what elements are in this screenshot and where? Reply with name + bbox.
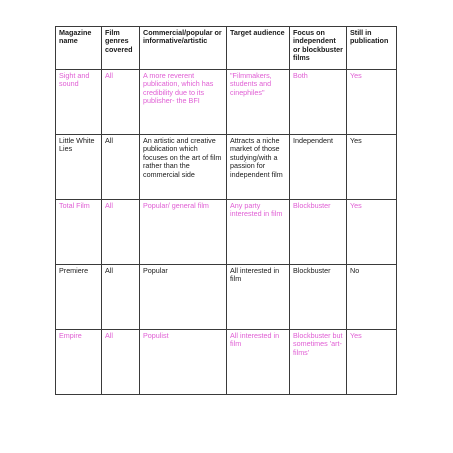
cell-focus: Both — [290, 70, 347, 135]
cell-commercial-artistic: Popular — [140, 265, 227, 330]
cell-target-audience: "Filmmakers, students and cinephiles" — [227, 70, 290, 135]
cell-still-in-publication: Yes — [347, 200, 397, 265]
cell-commercial-artistic: A more reverent publication, which has credibility due to its publisher- the BFI — [140, 70, 227, 135]
cell-magazine-name: Empire — [56, 330, 102, 395]
cell-film-genres: All — [102, 265, 140, 330]
cell-focus: Independent — [290, 135, 347, 200]
cell-film-genres: All — [102, 135, 140, 200]
cell-still-in-publication: No — [347, 265, 397, 330]
cell-still-in-publication: Yes — [347, 135, 397, 200]
cell-magazine-name: Sight and sound — [56, 70, 102, 135]
cell-target-audience: All interested in film — [227, 265, 290, 330]
header-focus: Focus on independent or blockbuster films — [290, 27, 347, 70]
cell-magazine-name: Premiere — [56, 265, 102, 330]
magazine-comparison-table — [55, 26, 397, 395]
cell-target-audience: All interested in film — [227, 330, 290, 395]
cell-still-in-publication: Yes — [347, 70, 397, 135]
header-still-in-publication: Still in publication — [347, 27, 397, 70]
header-film-genres: Film genres covered — [102, 27, 140, 70]
header-commercial-artistic: Commercial/popular or informative/artistic — [140, 27, 227, 70]
cell-commercial-artistic: Populist — [140, 330, 227, 395]
table-row — [56, 330, 397, 395]
cell-focus: Blockbuster — [290, 265, 347, 330]
header-magazine-name: Magazine name — [56, 27, 102, 70]
table-row — [56, 265, 397, 330]
cell-magazine-name: Total Film — [56, 200, 102, 265]
cell-focus: Blockbuster but sometimes 'art-films' — [290, 330, 347, 395]
cell-commercial-artistic: An artistic and creative publication which focuses on the art of film rather than the commercial side — [140, 135, 227, 200]
cell-target-audience: Any party interested in film — [227, 200, 290, 265]
cell-target-audience: Attracts a niche market of those studying/with a passion for independent film — [227, 135, 290, 200]
table-row — [56, 70, 397, 135]
cell-commercial-artistic: Popular/ general film — [140, 200, 227, 265]
cell-film-genres: All — [102, 330, 140, 395]
cell-still-in-publication: Yes — [347, 330, 397, 395]
table-row — [56, 200, 397, 265]
cell-film-genres: All — [102, 200, 140, 265]
cell-magazine-name: Little White Lies — [56, 135, 102, 200]
table-row — [56, 135, 397, 200]
cell-focus: Blockbuster — [290, 200, 347, 265]
cell-film-genres: All — [102, 70, 140, 135]
header-target-audience: Target audience — [227, 27, 290, 70]
table-header-row — [56, 27, 397, 70]
